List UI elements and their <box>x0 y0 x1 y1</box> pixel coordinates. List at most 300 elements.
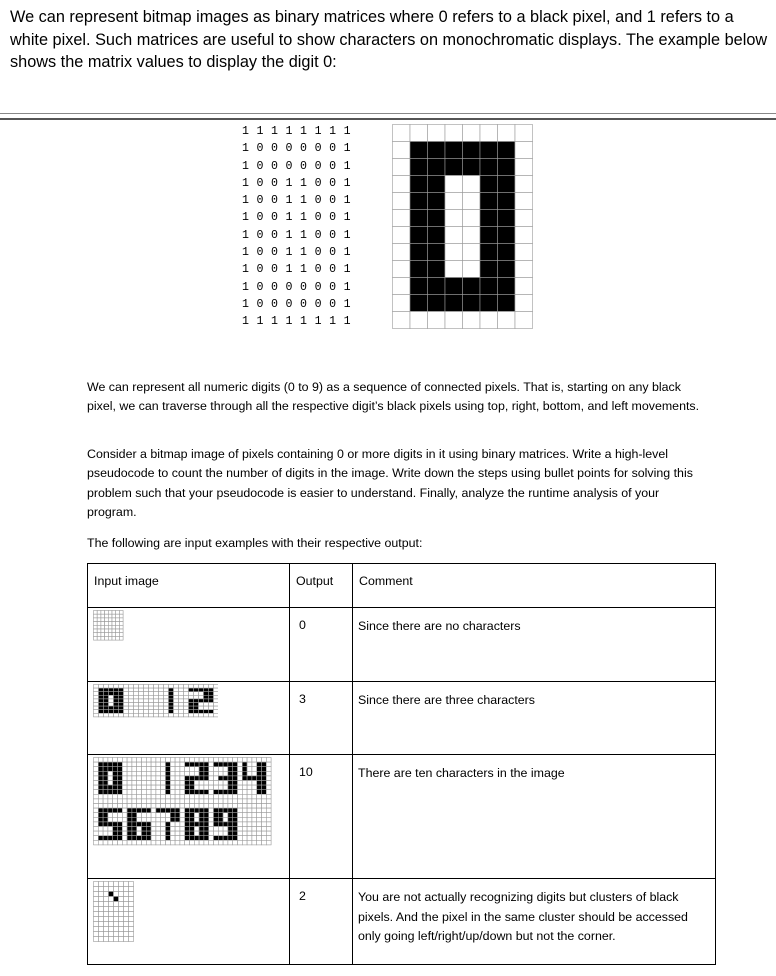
pixel <box>98 781 103 786</box>
pixel <box>129 692 134 696</box>
pixel <box>170 799 175 804</box>
pixel <box>179 703 184 707</box>
pixel <box>199 706 204 710</box>
pixel <box>218 790 223 795</box>
pixel <box>146 790 151 795</box>
pixel <box>103 762 108 767</box>
pixel <box>127 762 132 767</box>
pixel <box>179 695 184 699</box>
pixel <box>101 611 105 615</box>
pixel <box>139 688 144 692</box>
pixel <box>151 785 156 790</box>
pixel <box>252 785 257 790</box>
pixel <box>175 794 180 799</box>
pixel <box>114 882 119 887</box>
pixel <box>184 688 189 692</box>
pixel <box>137 840 142 845</box>
pixel <box>99 706 104 710</box>
pixel <box>151 836 156 841</box>
pixel <box>242 758 247 763</box>
pixel <box>480 261 498 278</box>
pixel <box>164 706 169 710</box>
pixel <box>118 840 123 845</box>
pixel <box>463 227 481 244</box>
pixel <box>124 917 129 922</box>
pixel <box>180 771 185 776</box>
pixel <box>242 762 247 767</box>
pixel <box>204 703 209 707</box>
pixel <box>209 831 214 836</box>
pixel <box>151 758 156 763</box>
pixel <box>393 227 411 244</box>
pixel <box>98 831 103 836</box>
pixel <box>218 813 223 818</box>
pixel <box>114 685 119 689</box>
pixel <box>156 758 161 763</box>
pixel <box>159 692 164 696</box>
pixel <box>156 767 161 772</box>
pixel <box>480 278 498 295</box>
pixel <box>118 831 123 836</box>
pixel <box>129 695 134 699</box>
pixel <box>233 758 238 763</box>
pixel <box>114 713 119 717</box>
pixel <box>118 799 123 804</box>
pixel <box>233 840 238 845</box>
pixel <box>137 799 142 804</box>
pixel <box>223 771 228 776</box>
pixel <box>199 813 204 818</box>
pixel <box>151 804 156 809</box>
pixel <box>104 932 109 937</box>
table-row <box>88 682 716 755</box>
pixel <box>242 781 247 786</box>
pixel <box>266 827 271 832</box>
pixel <box>108 785 113 790</box>
pixel <box>134 703 139 707</box>
pixel <box>257 831 262 836</box>
output-value: 3 <box>299 692 306 706</box>
pixel <box>119 636 123 640</box>
output-value: 10 <box>299 765 313 779</box>
pixel <box>118 808 123 813</box>
pixel <box>223 781 228 786</box>
pixel <box>189 685 194 689</box>
pixel <box>209 827 214 832</box>
pixel <box>99 692 104 696</box>
pixel <box>154 685 159 689</box>
pixel <box>218 836 223 841</box>
pixel <box>257 817 262 822</box>
pixel <box>170 762 175 767</box>
pixel <box>204 776 209 781</box>
pixel <box>166 831 171 836</box>
pixel <box>108 614 112 618</box>
pixel <box>209 703 214 707</box>
pixel <box>185 776 190 781</box>
pixel <box>122 813 127 818</box>
pixel <box>149 713 154 717</box>
pixel <box>97 614 101 618</box>
pixel <box>156 817 161 822</box>
pixel <box>247 781 252 786</box>
pixel <box>252 776 257 781</box>
pixel <box>214 785 219 790</box>
pixel <box>109 688 114 692</box>
pixel <box>144 699 149 703</box>
pixel <box>124 692 129 696</box>
pixel <box>142 827 147 832</box>
pixel <box>266 785 271 790</box>
pixel <box>112 614 116 618</box>
paragraph-examples-intro: The following are input examples with their respective output: <box>87 536 423 550</box>
pixel <box>209 706 214 710</box>
pixel <box>159 695 164 699</box>
pixel <box>209 767 214 772</box>
pixel <box>428 261 446 278</box>
pixel <box>185 813 190 818</box>
pixel <box>190 781 195 786</box>
pixel <box>137 767 142 772</box>
pixel <box>266 822 271 827</box>
pixel <box>114 932 119 937</box>
pixel <box>209 762 214 767</box>
pixel <box>204 794 209 799</box>
pixel <box>179 685 184 689</box>
pixel <box>199 808 204 813</box>
pixel <box>410 295 428 312</box>
pixel <box>262 840 267 845</box>
pixel <box>410 210 428 227</box>
pixel <box>94 882 99 887</box>
pixel <box>393 159 411 176</box>
pixel <box>94 813 99 818</box>
pixel <box>204 799 209 804</box>
pixel <box>247 827 252 832</box>
pixel <box>214 817 219 822</box>
pixel <box>445 244 463 261</box>
pixel <box>113 762 118 767</box>
pixel <box>103 822 108 827</box>
pixel <box>214 827 219 832</box>
pixel <box>103 813 108 818</box>
pixel <box>129 892 134 897</box>
pixel <box>515 227 533 244</box>
pixel <box>247 767 252 772</box>
pixel <box>169 695 174 699</box>
pixel <box>109 699 114 703</box>
pixel <box>185 785 190 790</box>
pixel <box>185 808 190 813</box>
pixel <box>99 685 104 689</box>
pixel <box>129 685 134 689</box>
pixel <box>428 244 446 261</box>
pixel <box>118 836 123 841</box>
pixel <box>94 633 98 637</box>
pixel <box>99 703 104 707</box>
pixel <box>233 808 238 813</box>
pixel <box>214 794 219 799</box>
pixel <box>151 799 156 804</box>
pixel <box>134 710 139 714</box>
pixel <box>166 813 171 818</box>
pixel <box>218 781 223 786</box>
pixel <box>170 813 175 818</box>
pixel <box>393 142 411 159</box>
pixel <box>238 767 243 772</box>
pixel <box>238 817 243 822</box>
pixel <box>242 790 247 795</box>
pixel <box>127 804 132 809</box>
pixel <box>94 907 99 912</box>
pixel <box>151 776 156 781</box>
pixel <box>161 822 166 827</box>
pixel <box>119 692 124 696</box>
pixel <box>209 692 214 696</box>
pixel <box>139 706 144 710</box>
pixel <box>108 804 113 809</box>
pixel <box>214 822 219 827</box>
pixel <box>428 295 446 312</box>
pixel <box>118 767 123 772</box>
pixel <box>262 799 267 804</box>
pixel <box>170 758 175 763</box>
pixel <box>113 799 118 804</box>
pixel <box>114 937 119 942</box>
pixel <box>118 817 123 822</box>
pixel <box>113 840 118 845</box>
pixel <box>218 758 223 763</box>
pixel <box>184 710 189 714</box>
pixel <box>252 822 257 827</box>
pixel <box>137 808 142 813</box>
pixel <box>266 804 271 809</box>
pixel <box>108 813 113 818</box>
pixel <box>180 794 185 799</box>
pixel <box>161 781 166 786</box>
pixel <box>233 799 238 804</box>
pixel <box>463 159 481 176</box>
pixel <box>151 831 156 836</box>
pixel <box>480 295 498 312</box>
pixel <box>119 611 123 615</box>
pixel <box>228 813 233 818</box>
pixel <box>262 804 267 809</box>
pixel <box>214 762 219 767</box>
pixel <box>146 767 151 772</box>
pixel <box>180 813 185 818</box>
pixel <box>122 771 127 776</box>
pixel <box>185 804 190 809</box>
pixel <box>209 699 214 703</box>
pixel <box>114 922 119 927</box>
pixel <box>247 822 252 827</box>
pixel <box>194 804 199 809</box>
pixel <box>109 710 114 714</box>
pixel <box>132 827 137 832</box>
pixel <box>223 767 228 772</box>
pixel <box>156 776 161 781</box>
pixel <box>104 897 109 902</box>
pixel <box>134 695 139 699</box>
pixel <box>142 813 147 818</box>
pixel <box>166 762 171 767</box>
pixel <box>118 771 123 776</box>
pixel <box>175 762 180 767</box>
pixel <box>114 912 119 917</box>
pixel <box>119 622 123 626</box>
pixel <box>116 625 120 629</box>
pixel <box>109 685 114 689</box>
pixel <box>199 804 204 809</box>
pixel <box>134 685 139 689</box>
pixel <box>199 710 204 714</box>
pixel <box>105 622 109 626</box>
pixel <box>122 781 127 786</box>
pixel <box>94 767 99 772</box>
pixel <box>266 790 271 795</box>
pixel <box>209 710 214 714</box>
output-value: 2 <box>299 889 306 903</box>
pixel <box>114 907 119 912</box>
pixel <box>129 688 134 692</box>
pixel <box>242 822 247 827</box>
pixel <box>104 688 109 692</box>
pixel <box>94 912 99 917</box>
pixel <box>190 840 195 845</box>
pixel <box>252 758 257 763</box>
pixel <box>154 692 159 696</box>
pixel <box>228 817 233 822</box>
pixel <box>122 799 127 804</box>
pixel <box>233 822 238 827</box>
intro-text: We can represent bitmap images as binary matrices where 0 refers to a black pixel, and 1 refers to a white pixel. Such matrices are useful to show characters on monochromatic displays. The example below shows the matrix values to display the digit 0: <box>10 8 768 71</box>
pixel <box>199 831 204 836</box>
pixel <box>103 776 108 781</box>
pixel <box>139 692 144 696</box>
pixel <box>116 636 120 640</box>
pixel <box>194 776 199 781</box>
pixel <box>238 831 243 836</box>
pixel <box>127 785 132 790</box>
pixel <box>109 927 114 932</box>
pixel <box>166 799 171 804</box>
pixel <box>113 790 118 795</box>
pixel <box>99 922 104 927</box>
pixel <box>170 831 175 836</box>
pixel <box>105 614 109 618</box>
pixel <box>161 790 166 795</box>
pixel <box>410 244 428 261</box>
pixel <box>94 897 99 902</box>
pixel <box>94 758 99 763</box>
pixel <box>108 794 113 799</box>
pixel <box>174 688 179 692</box>
pixel <box>124 922 129 927</box>
pixel <box>127 781 132 786</box>
pixel <box>238 799 243 804</box>
pixel <box>119 629 123 633</box>
pixel <box>204 836 209 841</box>
pixel <box>119 618 123 622</box>
pixel <box>149 688 154 692</box>
pixel <box>180 804 185 809</box>
pixel <box>185 799 190 804</box>
pixel <box>445 193 463 210</box>
pixel <box>179 706 184 710</box>
pixel <box>194 706 199 710</box>
pixel <box>214 771 219 776</box>
pixel <box>180 808 185 813</box>
pixel <box>233 817 238 822</box>
pixel <box>242 808 247 813</box>
pixel <box>233 762 238 767</box>
pixel <box>257 799 262 804</box>
pixel <box>463 312 481 329</box>
pixel <box>104 695 109 699</box>
pixel <box>480 176 498 193</box>
pixel <box>132 785 137 790</box>
pixel <box>175 808 180 813</box>
pixel <box>161 836 166 841</box>
pixel <box>98 762 103 767</box>
pixel <box>137 785 142 790</box>
pixel <box>266 767 271 772</box>
pixel <box>105 633 109 637</box>
pixel <box>199 771 204 776</box>
pixel <box>142 817 147 822</box>
pixel <box>204 706 209 710</box>
pixel <box>94 625 98 629</box>
pixel <box>242 804 247 809</box>
pixel <box>122 808 127 813</box>
pixel <box>204 808 209 813</box>
pixel <box>180 767 185 772</box>
pixel <box>515 295 533 312</box>
pixel <box>142 794 147 799</box>
pixel <box>156 799 161 804</box>
pixel <box>247 794 252 799</box>
pixel <box>94 827 99 832</box>
pixel <box>103 831 108 836</box>
pixel <box>132 762 137 767</box>
pixel <box>175 758 180 763</box>
pixel <box>119 927 124 932</box>
pixel <box>257 804 262 809</box>
pixel <box>104 887 109 892</box>
pixel <box>137 817 142 822</box>
pixel <box>194 836 199 841</box>
pixel <box>194 817 199 822</box>
pixel <box>175 776 180 781</box>
pixel <box>223 822 228 827</box>
pixel <box>132 808 137 813</box>
pixel <box>252 836 257 841</box>
pixel <box>170 817 175 822</box>
pixel <box>142 808 147 813</box>
pixel <box>101 618 105 622</box>
pixel <box>114 692 119 696</box>
pixel <box>99 710 104 714</box>
pixel <box>98 794 103 799</box>
pixel <box>94 685 99 689</box>
pixel <box>142 840 147 845</box>
pixel <box>109 922 114 927</box>
pixel <box>166 767 171 772</box>
pixel <box>238 808 243 813</box>
pixel <box>139 713 144 717</box>
pixel <box>134 713 139 717</box>
